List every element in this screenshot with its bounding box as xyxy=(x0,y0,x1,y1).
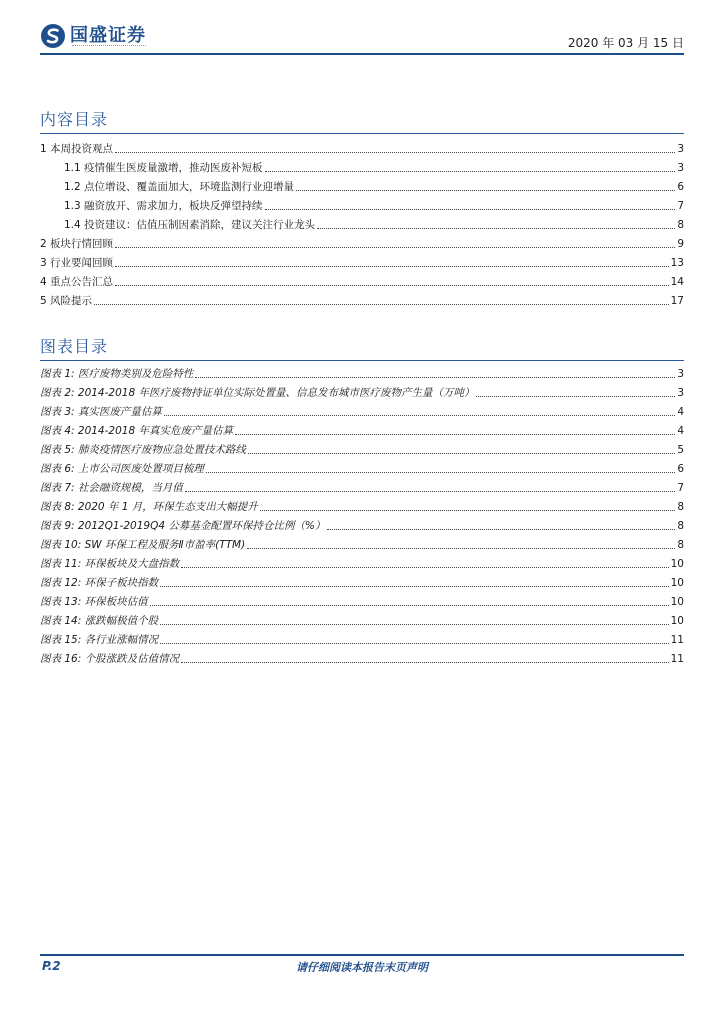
figure-entry-title: 图表 12: 环保子板块指数 xyxy=(40,577,159,589)
figure-entry[interactable] xyxy=(40,382,684,400)
toc-entry-page: 17 xyxy=(670,295,684,307)
dot-leader xyxy=(181,567,669,568)
figure-entry-page: 10 xyxy=(670,577,684,589)
figure-entry-title: 图表 2: 2014-2018 年医疗废物持证单位实际处置量、信息发布城市医疗废物产生量（万吨） xyxy=(40,387,475,399)
figure-entry[interactable] xyxy=(40,591,684,609)
figure-entry-page: 8 xyxy=(677,539,684,551)
dot-leader xyxy=(115,285,669,286)
dot-leader xyxy=(317,228,675,229)
figure-entry-title: 图表 1: 医疗废物类别及危险特性 xyxy=(40,368,194,380)
figure-entry-title: 图表 15: 各行业涨幅情况 xyxy=(40,634,159,646)
toc-entry-page: 8 xyxy=(677,219,684,231)
figure-entry[interactable] xyxy=(40,363,684,381)
toc-entry[interactable] xyxy=(40,176,684,194)
dot-leader xyxy=(265,171,676,172)
figure-entry[interactable] xyxy=(40,420,684,438)
dot-leader xyxy=(115,247,675,248)
logo-icon xyxy=(40,23,66,49)
figure-entry-title: 图表 16: 个股涨跌及估值情况 xyxy=(40,653,180,665)
figure-entry-page: 3 xyxy=(677,368,684,380)
toc-entry-page: 9 xyxy=(677,238,684,250)
figures-divider xyxy=(40,360,684,361)
figure-entry[interactable] xyxy=(40,458,684,476)
footer-disclaimer: 请仔细阅读本报告末页声明 xyxy=(296,961,428,974)
toc-entry-page: 7 xyxy=(677,200,684,212)
toc-entry-title: 1.2 点位增设、覆盖面加大，环境监测行业迎增量 xyxy=(64,181,295,193)
figure-entry-title: 图表 10: SW 环保工程及服务Ⅱ市盈率(TTM) xyxy=(40,539,246,551)
figure-entry-page: 7 xyxy=(677,482,684,494)
toc-entry-title: 1.1 疫情催生医废量激增，推动医废补短板 xyxy=(64,162,263,174)
dot-leader xyxy=(160,624,669,625)
dot-leader xyxy=(235,434,675,435)
logo-subline xyxy=(72,45,146,48)
toc-entry-title: 1 本周投资观点 xyxy=(40,143,114,155)
dot-leader xyxy=(260,510,676,511)
toc-entry[interactable] xyxy=(40,252,684,270)
figure-entry-title: 图表 7: 社会融资规模，当月值 xyxy=(40,482,183,494)
toc-entry[interactable] xyxy=(40,271,684,289)
figure-entry-title: 图表 11: 环保板块及大盘指数 xyxy=(40,558,180,570)
figure-entry-page: 8 xyxy=(677,520,684,532)
toc-entry[interactable] xyxy=(40,233,684,251)
figure-entry[interactable] xyxy=(40,477,684,495)
dot-leader xyxy=(160,643,669,644)
dot-leader xyxy=(476,396,675,397)
footer-divider xyxy=(40,954,684,956)
page-number: P.2 xyxy=(42,959,61,973)
toc-entry-title: 2 板块行情回顾 xyxy=(40,238,114,250)
figure-entry-page: 10 xyxy=(670,615,684,627)
figure-entry-title: 图表 6: 上市公司医废处置项目梳理 xyxy=(40,463,204,475)
report-date: 2020 年 03 月 15 日 xyxy=(567,36,684,50)
figure-entry-title: 图表 5: 肺炎疫情医疗废物应急处置技术路线 xyxy=(40,444,246,456)
toc-entry-page: 3 xyxy=(677,143,684,155)
dot-leader xyxy=(181,662,669,663)
figure-entry-title: 图表 3: 真实医废产量估算 xyxy=(40,406,162,418)
figure-entry-title: 图表 13: 环保板块估值 xyxy=(40,596,148,608)
toc-entry-page: 14 xyxy=(670,276,684,288)
toc-entry-title: 1.4 投资建议：估值压制因素消除，建议关注行业龙头 xyxy=(64,219,316,231)
toc-entry[interactable] xyxy=(40,214,684,232)
figure-entry[interactable] xyxy=(40,648,684,666)
dot-leader xyxy=(265,209,676,210)
figure-entry-page: 4 xyxy=(677,406,684,418)
dot-leader xyxy=(94,304,669,305)
dot-leader xyxy=(206,472,675,473)
figure-entry-page: 11 xyxy=(670,653,684,665)
header-divider xyxy=(40,53,684,55)
figure-entry-title: 图表 9: 2012Q1-2019Q4 公募基金配置环保持仓比例（%） xyxy=(40,520,326,532)
figure-entry-page: 10 xyxy=(670,558,684,570)
toc-entry-title: 3 行业要闻回顾 xyxy=(40,257,114,269)
figure-entry[interactable] xyxy=(40,515,684,533)
figure-entry[interactable] xyxy=(40,534,684,552)
dot-leader xyxy=(164,415,675,416)
figure-entry-page: 10 xyxy=(670,596,684,608)
figure-entry[interactable] xyxy=(40,610,684,628)
toc-entry[interactable] xyxy=(40,157,684,175)
toc-entry-page: 6 xyxy=(677,181,684,193)
figure-entry-page: 5 xyxy=(677,444,684,456)
figure-entry-page: 11 xyxy=(670,634,684,646)
figure-entry-page: 4 xyxy=(677,425,684,437)
toc-entry-title: 5 风险提示 xyxy=(40,295,93,307)
contents-title: 内容目录 xyxy=(40,110,109,129)
figure-entry-page: 6 xyxy=(677,463,684,475)
contents-divider xyxy=(40,133,684,134)
figure-entry[interactable] xyxy=(40,629,684,647)
toc-entry-title: 4 重点公告汇总 xyxy=(40,276,114,288)
figure-entry-page: 8 xyxy=(677,501,684,513)
dot-leader xyxy=(115,152,675,153)
figure-entry-title: 图表 4: 2014-2018 年真实危废产量估算 xyxy=(40,425,233,437)
toc-entry[interactable] xyxy=(40,195,684,213)
toc-entry-page: 13 xyxy=(670,257,684,269)
figure-entry[interactable] xyxy=(40,572,684,590)
figure-entry-title: 图表 14: 涨跌幅极值个股 xyxy=(40,615,159,627)
figure-entry[interactable] xyxy=(40,401,684,419)
logo-text: 国盛证券 xyxy=(70,25,146,46)
dot-leader xyxy=(248,453,675,454)
dot-leader xyxy=(150,605,669,606)
figure-entry[interactable] xyxy=(40,496,684,514)
figure-entry-page: 3 xyxy=(677,387,684,399)
dot-leader xyxy=(115,266,669,267)
dot-leader xyxy=(195,377,675,378)
toc-entry-title: 1.3 融资放开、需求加力，板块反弹望持续 xyxy=(64,200,263,212)
page-header xyxy=(40,20,684,56)
toc-entry[interactable] xyxy=(40,290,684,308)
dot-leader xyxy=(296,190,675,191)
toc-entry-page: 3 xyxy=(677,162,684,174)
dot-leader xyxy=(327,529,675,530)
figure-entry[interactable] xyxy=(40,439,684,457)
dot-leader xyxy=(160,586,669,587)
figure-entry-title: 图表 8: 2020 年 1 月，环保生态支出大幅提升 xyxy=(40,501,258,513)
dot-leader xyxy=(247,548,675,549)
figure-entry[interactable] xyxy=(40,553,684,571)
figures-title: 图表目录 xyxy=(40,337,109,356)
toc-entry[interactable] xyxy=(40,138,684,156)
dot-leader xyxy=(185,491,675,492)
